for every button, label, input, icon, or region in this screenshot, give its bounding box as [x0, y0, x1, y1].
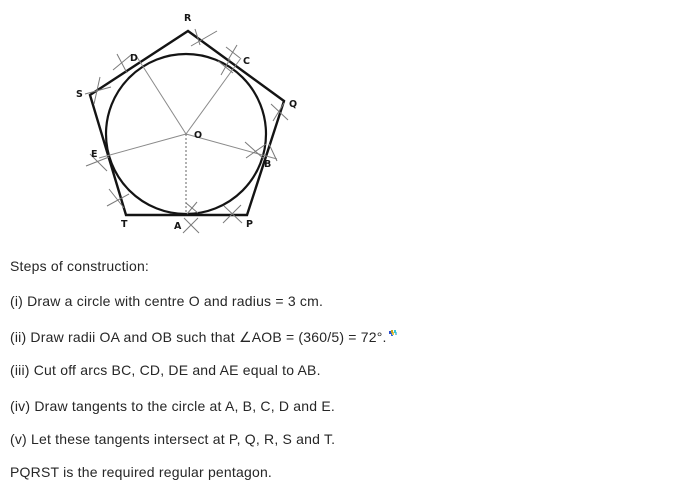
vertex-label-t: T	[121, 219, 128, 230]
steps-heading: Steps of construction:	[10, 258, 150, 274]
step-ii-text: (ii) Draw radii OA and OB such that ∠AOB = (360/5) = 72°.	[10, 329, 387, 345]
vertex-label-p: P	[246, 219, 253, 230]
vertex-label-r: R	[184, 13, 192, 24]
color-artifact-icon	[389, 328, 398, 338]
step-line-iii: (iii) Cut off arcs BC, CD, DE and AE equal to AB.	[10, 362, 321, 378]
point-label-b: B	[264, 159, 272, 170]
point-label-c: C	[243, 56, 250, 67]
step-line-ii	[10, 328, 398, 346]
step-line-iv: (iv) Draw tangents to the circle at A, B, C, D and E.	[10, 398, 335, 414]
step-line-i: (i) Draw a circle with centre O and radius = 3 cm.	[10, 293, 324, 309]
step-line-v: (v) Let these tangents intersect at P, Q, R, S and T.	[10, 431, 336, 447]
point-label-a: A	[174, 221, 182, 232]
conclusion-line: PQRST is the required regular pentagon.	[10, 464, 273, 480]
centre-label-o: O	[194, 130, 203, 141]
vertex-label-q: Q	[289, 99, 298, 110]
point-label-e: E	[91, 149, 98, 160]
point-label-d: D	[130, 53, 138, 64]
vertex-label-s: S	[76, 89, 83, 100]
